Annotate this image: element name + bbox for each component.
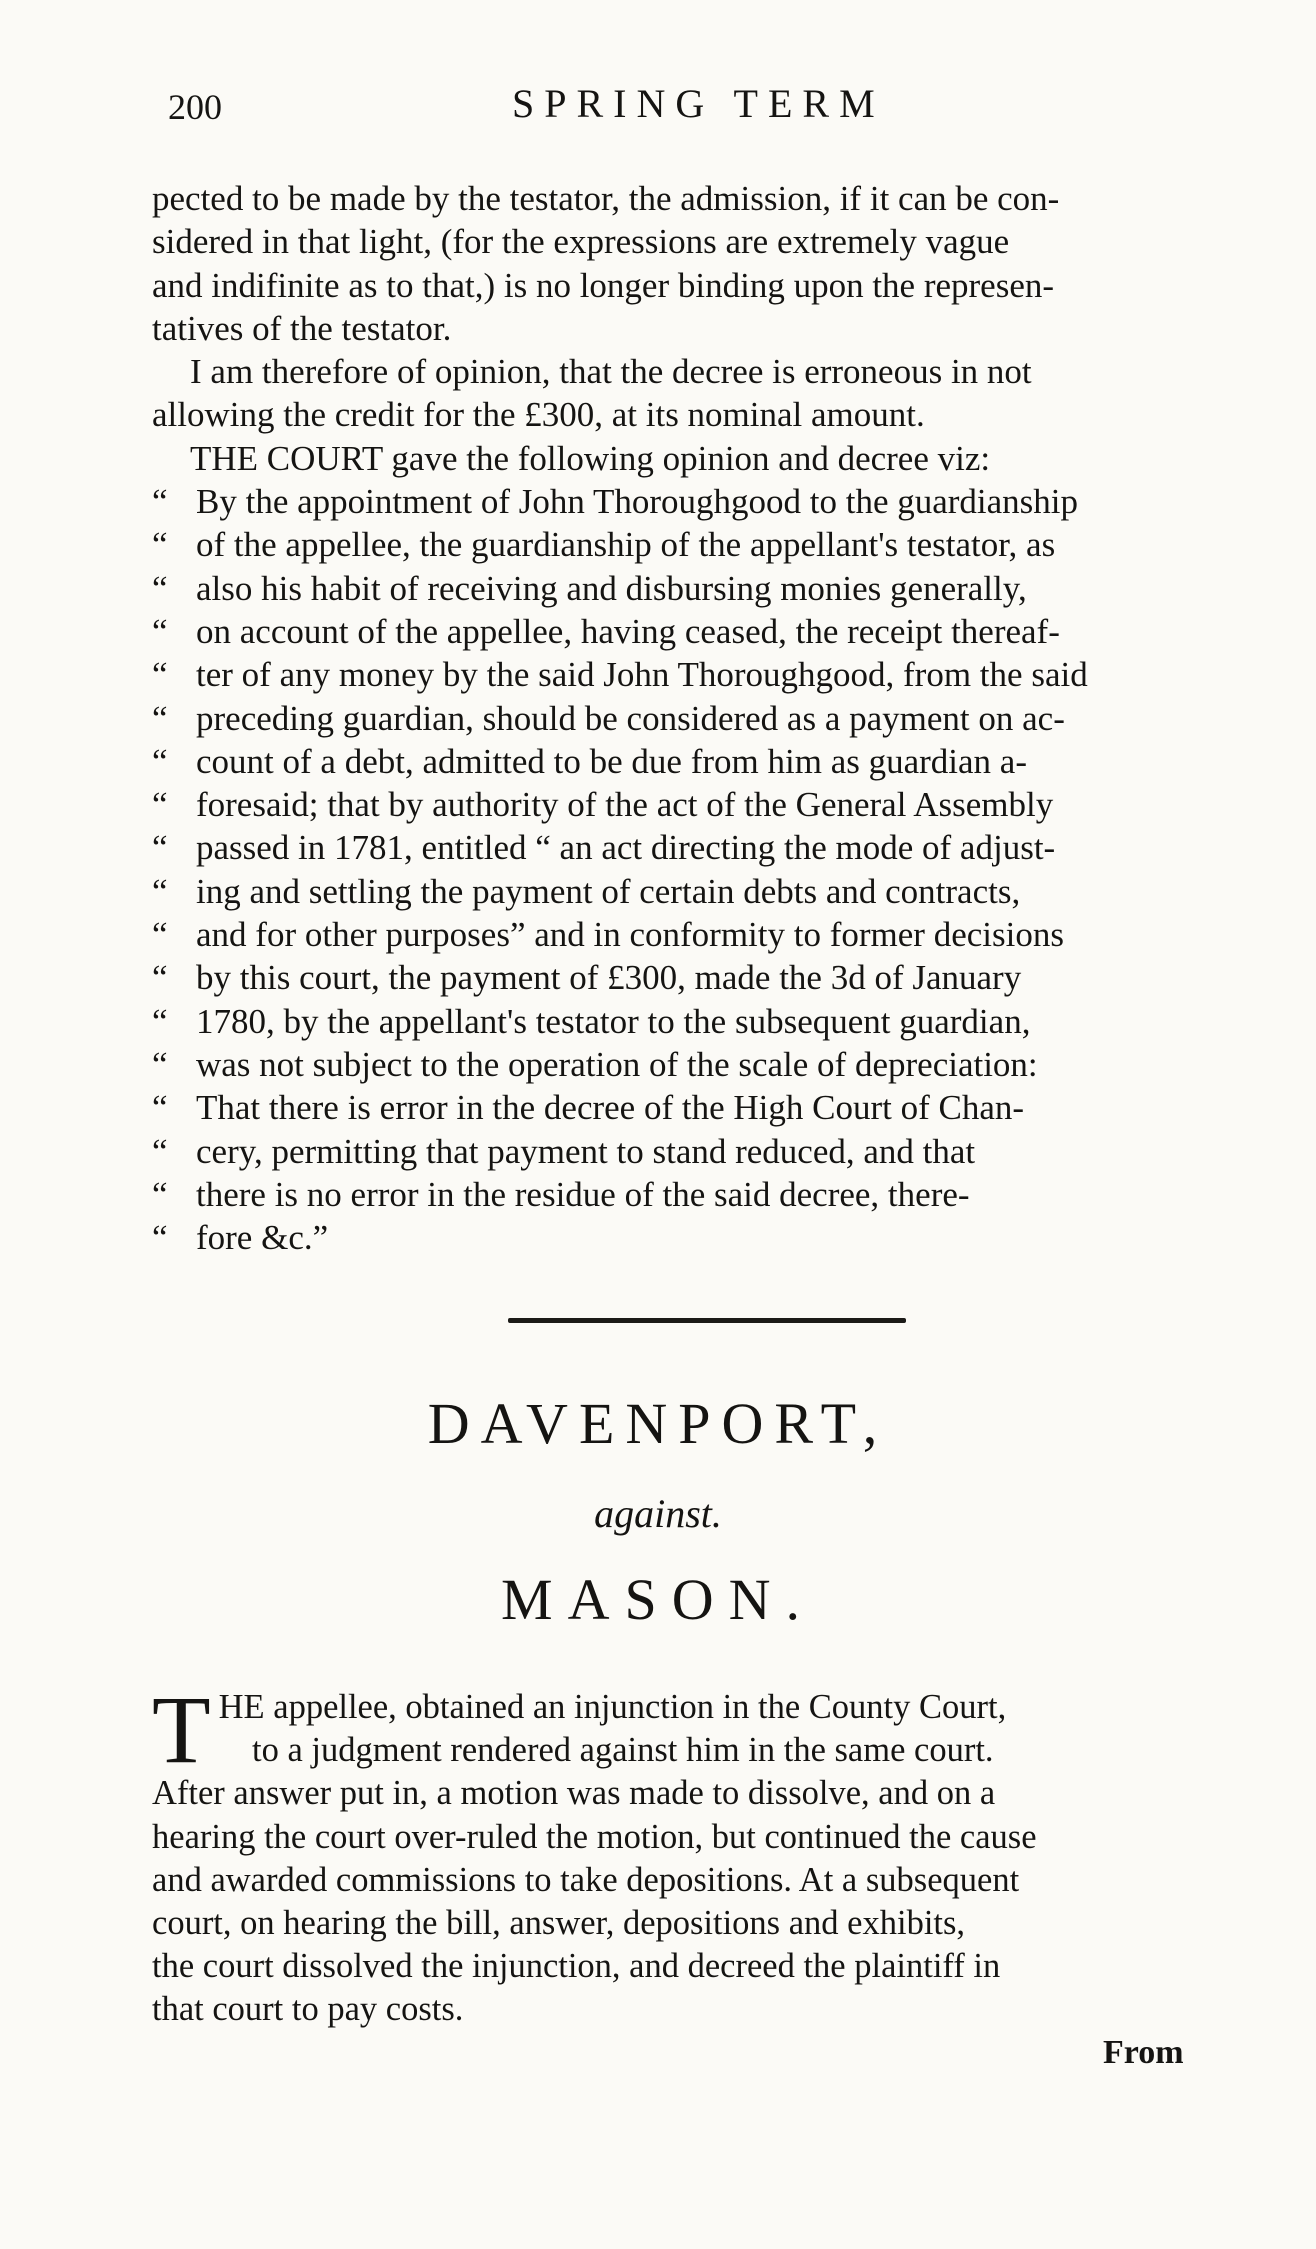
quoted-line	[152, 523, 1264, 566]
quoted-line	[152, 1216, 1264, 1259]
text-line: I am therefore of opinion, that the decree is erroneous in not	[190, 352, 1032, 392]
quote-mark: “	[152, 568, 168, 608]
quote-mark: “	[152, 958, 168, 998]
quote-mark: “	[152, 1044, 168, 1084]
quoted-line	[152, 1000, 1264, 1043]
quoted-text: also his habit of receiving and disbursing monies generally,	[196, 568, 1027, 608]
catchword: From	[1103, 2034, 1184, 2071]
quoted-text: That there is error in the decree of the High Court of Chan-	[196, 1088, 1025, 1128]
quote-mark: “	[152, 482, 168, 522]
text-line: that court to pay costs.	[152, 1990, 464, 2029]
quote-mark: “	[152, 785, 168, 825]
case-party-appellee: MASON.	[501, 1567, 815, 1632]
quote-mark: “	[152, 1218, 168, 1258]
quoted-text: passed in 1781, entitled “ an act directing the mode of adjust-	[196, 828, 1056, 868]
opinion-text	[152, 177, 1264, 1259]
quoted-line	[152, 1086, 1264, 1129]
quote-mark: “	[152, 871, 168, 911]
quoted-text: and for other purposes” and in conformity to former decisions	[196, 915, 1064, 955]
quoted-text: count of a debt, admitted to be due from him as guardian a-	[196, 741, 1027, 781]
text-line: tatives of the testator.	[152, 308, 452, 348]
case-statement	[152, 1676, 1264, 2032]
quoted-text: preceding guardian, should be considered as a payment on ac-	[196, 698, 1065, 738]
court-decree-intro: THE COURT gave the following opinion and decree viz:	[190, 438, 991, 478]
quoted-line	[152, 480, 1264, 523]
quote-mark: “	[152, 525, 168, 565]
quoted-text: there is no error in the residue of the said decree, there-	[196, 1174, 970, 1214]
quoted-decree	[152, 480, 1264, 1259]
quote-mark: “	[152, 1174, 168, 1214]
quoted-text: 1780, by the appellant's testator to the subsequent guardian,	[196, 1001, 1031, 1041]
section-divider	[508, 1318, 906, 1323]
quoted-line	[152, 567, 1264, 610]
quoted-text: ter of any money by the said John Thoroughgood, from the said	[196, 655, 1088, 695]
running-head: SPRING TERM	[512, 81, 885, 126]
text-line: pected to be made by the testator, the admission, if it can be con-	[152, 179, 1060, 218]
quoted-text: of the appellee, the guardianship of the appellant's testator, as	[196, 525, 1056, 565]
case-party-appellant: DAVENPORT,	[427, 1391, 889, 1456]
text-line: and indifinite as to that,) is no longer binding upon the represen-	[152, 265, 1055, 305]
quoted-text: By the appointment of John Thoroughgood to the guardianship	[196, 482, 1079, 522]
text-line: hearing the court over-ruled the motion, but continued the cause	[152, 1817, 1037, 1856]
quoted-line	[152, 870, 1264, 913]
quoted-line	[152, 783, 1264, 826]
text-line: allowing the credit for the £300, at its nominal amount.	[152, 395, 925, 435]
quote-mark: “	[152, 1131, 168, 1171]
text-line: After answer put in, a motion was made to dissolve, and on a	[152, 1774, 996, 1813]
quoted-line	[152, 740, 1264, 783]
quote-mark: “	[152, 828, 168, 868]
quoted-text: cery, permitting that payment to stand reduced, and that	[196, 1131, 976, 1171]
quoted-line	[152, 913, 1264, 956]
text-line: court, on hearing the bill, answer, depositions and exhibits,	[152, 1904, 966, 1943]
quoted-line	[152, 1130, 1264, 1173]
quoted-line	[152, 697, 1264, 740]
quoted-text: on account of the appellee, having ceased, the receipt thereaf-	[196, 611, 1060, 651]
quoted-line	[152, 653, 1264, 696]
quoted-line	[152, 956, 1264, 999]
quoted-text: ing and settling the payment of certain debts and contracts,	[196, 871, 1021, 911]
quote-mark: “	[152, 698, 168, 738]
quoted-line	[152, 1043, 1264, 1086]
quoted-text: was not subject to the operation of the scale of depreciation:	[196, 1044, 1038, 1084]
quoted-text: by this court, the payment of £300, made the 3d of January	[196, 958, 1022, 998]
text-line: the court dissolved the injunction, and decreed the plaintiff in	[152, 1947, 1001, 1986]
quote-mark: “	[152, 741, 168, 781]
quoted-text: foresaid; that by authority of the act of the General Assembly	[196, 785, 1054, 825]
quoted-line	[152, 826, 1264, 869]
quote-mark: “	[152, 915, 168, 955]
quoted-text: fore &c.”	[196, 1218, 329, 1258]
text-line: to a judgment rendered against him in the same court.	[252, 1731, 994, 1770]
text-line: HE appellee, obtained an injunction in the County Court,	[218, 1688, 1007, 1726]
case-versus: against.	[594, 1491, 722, 1536]
quoted-line	[152, 610, 1264, 653]
quote-mark: “	[152, 1001, 168, 1041]
quote-mark: “	[152, 611, 168, 651]
quote-mark: “	[152, 1088, 168, 1128]
quoted-line	[152, 1173, 1264, 1216]
text-line: sidered in that light, (for the expressions are extremely vague	[152, 222, 1010, 262]
text-line: and awarded commissions to take depositions. At a subsequent	[152, 1860, 1020, 1899]
quote-mark: “	[152, 655, 168, 695]
drop-cap: T	[152, 1676, 211, 1783]
page-number: 200	[168, 87, 222, 127]
page-header	[168, 80, 1268, 140]
